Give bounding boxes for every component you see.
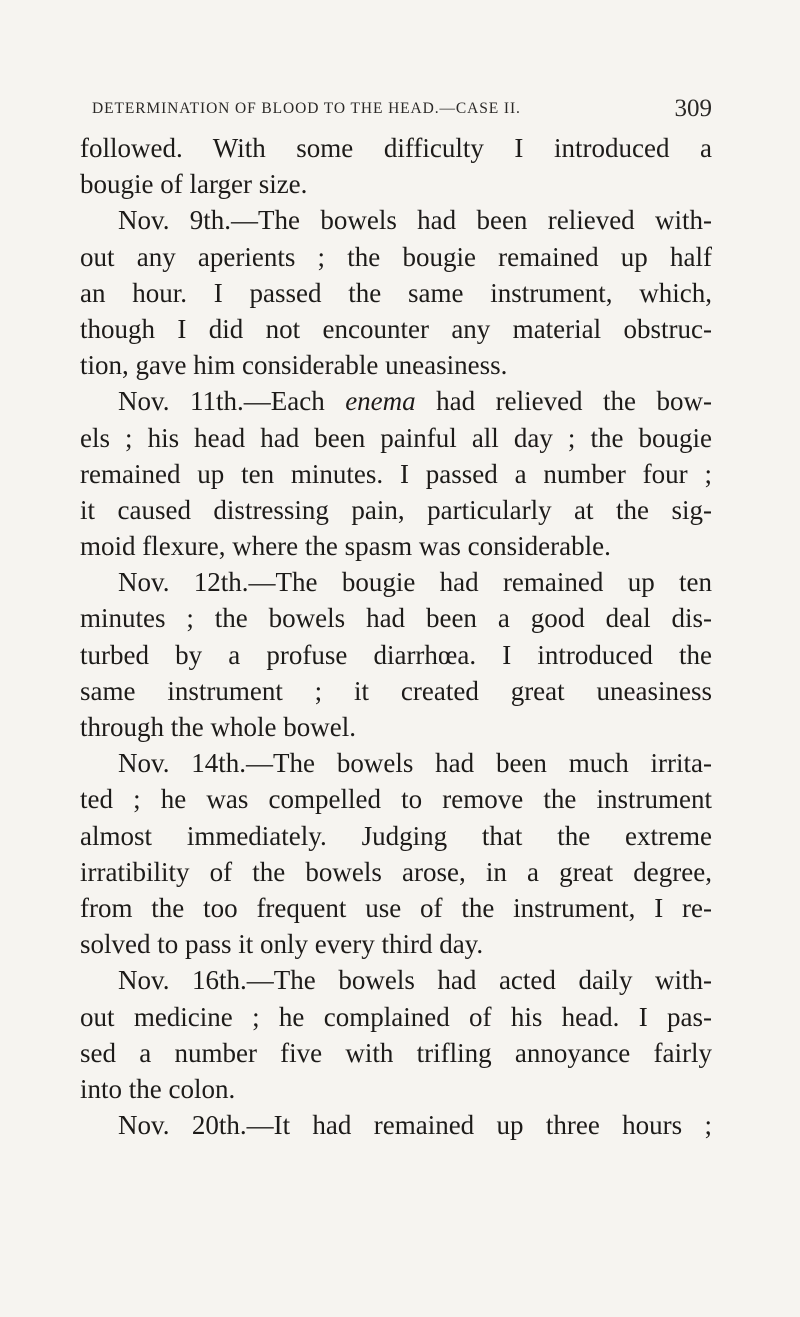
text-line-content: followed. With some difficulty I introduced a bbox=[80, 133, 712, 163]
text-line-content: Nov. 20th.—It had remained up three hours ; bbox=[118, 1110, 712, 1141]
text-line bbox=[80, 781, 712, 817]
text-line bbox=[80, 564, 712, 600]
text-line bbox=[80, 745, 712, 781]
text-line-content: almost immediately. Judging that the extreme bbox=[80, 820, 712, 851]
text-line bbox=[80, 854, 712, 890]
text-line bbox=[80, 239, 712, 275]
text-line-content: through the whole bowel. bbox=[80, 712, 356, 742]
text-line-content: an hour. I passed the same instrument, which, bbox=[80, 277, 712, 308]
text-line bbox=[80, 166, 712, 202]
text-line-content: sed a number five with trifling annoyance fairly bbox=[80, 1037, 712, 1068]
text-line-content: tion, gave him considerable uneasiness. bbox=[80, 350, 508, 381]
text-line-content: from the too frequent use of the instrument, I re- bbox=[80, 892, 712, 923]
running-head bbox=[92, 95, 712, 127]
text-line-content: Nov. 14th.—The bowels had been much irrita- bbox=[118, 748, 712, 779]
text-line bbox=[80, 420, 712, 456]
text-line bbox=[80, 890, 712, 926]
text-line-content: same instrument ; it created great uneasiness bbox=[80, 675, 712, 706]
text-line bbox=[80, 673, 712, 709]
text-line bbox=[80, 275, 712, 311]
text-line bbox=[80, 383, 712, 419]
text-line bbox=[80, 528, 712, 564]
text-line-content: Nov. 11th.—Each bbox=[118, 386, 346, 417]
text-line bbox=[80, 926, 712, 962]
text-line bbox=[80, 1035, 712, 1071]
text-line bbox=[80, 709, 712, 745]
page-number: 309 bbox=[674, 95, 712, 122]
text-line-content: ted ; he was compelled to remove the instrument bbox=[80, 784, 712, 815]
text-line bbox=[80, 999, 712, 1035]
running-head-title: DETERMINATION OF BLOOD TO THE HEAD.—CASE II. bbox=[92, 100, 521, 117]
text-line bbox=[80, 637, 712, 673]
text-line bbox=[80, 818, 712, 854]
text-line bbox=[80, 492, 712, 528]
text-line-content: irratibility of the bowels arose, in a great degree, bbox=[80, 856, 712, 887]
text-line-content: Nov. 9th.—The bowels had been relieved with- bbox=[118, 205, 712, 236]
text-line-content: though I did not encounter any material obstruc- bbox=[80, 313, 712, 344]
text-line bbox=[80, 1071, 712, 1107]
text-line-content: Nov. 16th.—The bowels had acted daily with- bbox=[118, 965, 712, 996]
text-line-content: Nov. 12th.—The bougie had remained up ten bbox=[118, 567, 712, 598]
text-line-content: solved to pass it only every third day. bbox=[80, 929, 484, 960]
text-line-content: out any aperients ; the bougie remained up half bbox=[80, 241, 712, 272]
text-line-content: remained up ten minutes. I passed a number four ; bbox=[80, 458, 712, 489]
text-line bbox=[80, 130, 712, 166]
text-line bbox=[80, 600, 712, 636]
text-line-content: moid flexure, where the spasm was considerable. bbox=[80, 531, 611, 562]
text-line-content: out medicine ; he complained of his head. I pas- bbox=[80, 1001, 712, 1032]
text-line-content: into the colon. bbox=[80, 1073, 236, 1104]
text-line bbox=[80, 311, 712, 347]
text-line bbox=[80, 962, 712, 998]
text-line-content: minutes ; the bowels had been a good deal dis- bbox=[80, 603, 712, 634]
text-line-content: els ; his head had been painful all day ; the bougie bbox=[80, 422, 712, 453]
body-text bbox=[80, 130, 712, 1143]
text-line bbox=[80, 202, 712, 238]
text-line bbox=[80, 347, 712, 383]
text-line-continuation: had relieved the bow- bbox=[415, 386, 712, 417]
text-line-content: bougie of larger size. bbox=[80, 169, 308, 200]
text-line bbox=[80, 456, 712, 492]
text-line-content: turbed by a profuse diarrhœa. I introduced the bbox=[80, 639, 712, 670]
italic-word: enema bbox=[345, 386, 416, 417]
text-line bbox=[80, 1107, 712, 1143]
text-line-content: it caused distressing pain, particularly at the sig- bbox=[80, 494, 712, 525]
